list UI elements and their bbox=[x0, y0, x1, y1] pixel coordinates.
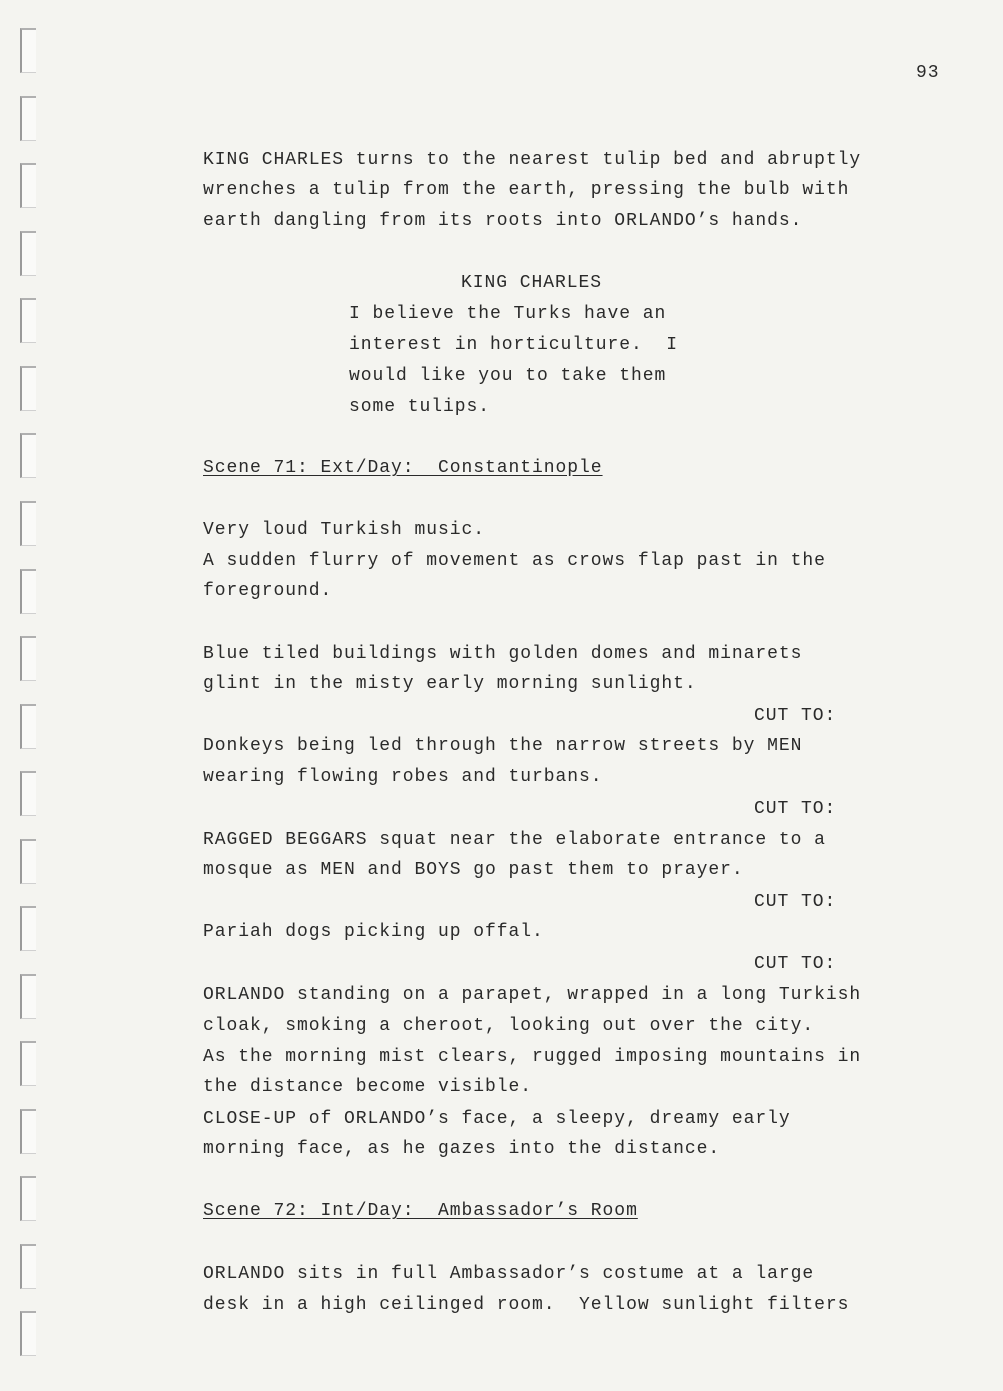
action-line: RAGGED BEGGARS squat near the elaborate entrance to a bbox=[203, 830, 826, 850]
punch-hole bbox=[20, 433, 36, 478]
action-line: cloak, smoking a cheroot, looking out over the city. bbox=[203, 1016, 815, 1036]
punch-hole bbox=[20, 1041, 36, 1086]
punch-hole bbox=[20, 704, 36, 749]
action-line: wrenches a tulip from the earth, pressing the bulb with bbox=[203, 180, 850, 200]
action-line: CLOSE-UP of ORLANDO’s face, a sleepy, dreamy early bbox=[203, 1109, 791, 1129]
action-line: ORLANDO standing on a parapet, wrapped in a long Turkish bbox=[203, 985, 862, 1005]
action-line: mosque as MEN and BOYS go past them to prayer. bbox=[203, 860, 744, 880]
action-line: As the morning mist clears, rugged imposing mountains in bbox=[203, 1047, 862, 1067]
action-line: wearing flowing robes and turbans. bbox=[203, 767, 603, 787]
action-line: foreground. bbox=[203, 581, 333, 601]
punch-hole bbox=[20, 974, 36, 1019]
action-line: KING CHARLES turns to the nearest tulip bed and abruptly bbox=[203, 150, 862, 170]
punch-hole bbox=[20, 163, 36, 208]
scene-heading: Scene 72: Int/Day: Ambassador’s Room bbox=[203, 1201, 638, 1221]
action-line: desk in a high ceilinged room. Yellow sunlight filters bbox=[203, 1295, 850, 1315]
transition: CUT TO: bbox=[754, 799, 837, 819]
punch-hole bbox=[20, 298, 36, 343]
punch-hole bbox=[20, 1244, 36, 1289]
action-line: A sudden flurry of movement as crows flap past in the bbox=[203, 551, 826, 571]
action-line: Very loud Turkish music. bbox=[203, 520, 486, 540]
transition: CUT TO: bbox=[754, 892, 837, 912]
punch-hole bbox=[20, 839, 36, 884]
dialogue-line: interest in horticulture. I bbox=[349, 335, 679, 355]
dialogue-line: would like you to take them bbox=[349, 366, 667, 386]
action-line: morning face, as he gazes into the distance. bbox=[203, 1139, 721, 1159]
action-line: Donkeys being led through the narrow streets by MEN bbox=[203, 736, 803, 756]
action-line: glint in the misty early morning sunlight. bbox=[203, 674, 697, 694]
punch-hole bbox=[20, 501, 36, 546]
transition: CUT TO: bbox=[754, 706, 837, 726]
punch-hole bbox=[20, 1176, 36, 1221]
action-line: ORLANDO sits in full Ambassador’s costume at a large bbox=[203, 1264, 815, 1284]
page-number: 93 bbox=[916, 63, 940, 83]
dialogue-line: some tulips. bbox=[349, 397, 491, 417]
transition: CUT TO: bbox=[754, 954, 837, 974]
action-line: Blue tiled buildings with golden domes and minarets bbox=[203, 644, 803, 664]
punch-hole bbox=[20, 1311, 36, 1356]
action-line: earth dangling from its roots into ORLANDO’s hands. bbox=[203, 211, 803, 231]
punch-hole bbox=[20, 28, 36, 73]
character-name: KING CHARLES bbox=[461, 273, 603, 293]
binding-holes bbox=[0, 0, 40, 1391]
dialogue-line: I believe the Turks have an bbox=[349, 304, 667, 324]
punch-hole bbox=[20, 366, 36, 411]
punch-hole bbox=[20, 569, 36, 614]
punch-hole bbox=[20, 636, 36, 681]
punch-hole bbox=[20, 1109, 36, 1154]
scene-heading: Scene 71: Ext/Day: Constantinople bbox=[203, 458, 603, 478]
punch-hole bbox=[20, 771, 36, 816]
punch-hole bbox=[20, 231, 36, 276]
punch-hole bbox=[20, 96, 36, 141]
action-line: Pariah dogs picking up offal. bbox=[203, 922, 544, 942]
punch-hole bbox=[20, 906, 36, 951]
action-line: the distance become visible. bbox=[203, 1077, 533, 1097]
